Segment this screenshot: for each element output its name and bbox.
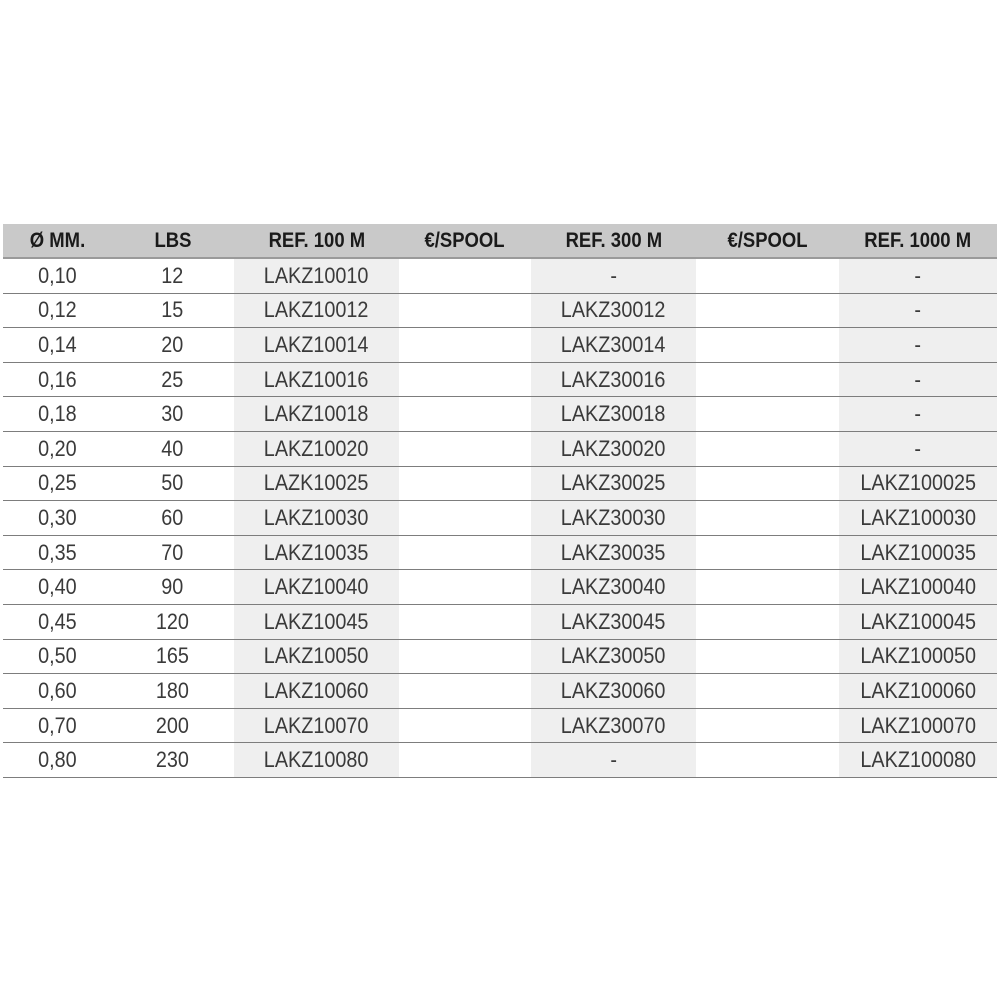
cell-price-spool-2 — [696, 708, 839, 743]
cell-ref-300m-value: LAKZ30020 — [561, 435, 666, 461]
cell-ref-1000m — [839, 466, 997, 501]
cell-ref-300m-value: LAKZ30012 — [561, 297, 666, 323]
cell-ref-100m-value: LAKZ10016 — [264, 366, 369, 392]
cell-ref-1000m — [839, 535, 997, 570]
cell-ref-300m — [531, 535, 696, 570]
cell-ref-300m-value: - — [610, 747, 617, 773]
cell-price-spool-1 — [399, 639, 531, 674]
cell-lbs-value: 15 — [161, 297, 184, 323]
header-price-spool-1-label: €/SPOOL — [424, 228, 506, 252]
cell-ref-1000m — [839, 743, 997, 778]
cell-ref-1000m-value: LAKZ100025 — [860, 470, 976, 496]
cell-ref-1000m — [839, 604, 997, 639]
cell-price-spool-1 — [399, 604, 531, 639]
header-ref-1000m — [839, 224, 997, 258]
table-row — [3, 466, 997, 501]
cell-diameter-value: 0,40 — [37, 574, 77, 600]
cell-ref-300m — [531, 743, 696, 778]
cell-ref-300m-value: LAKZ30016 — [561, 366, 666, 392]
table-row — [3, 639, 997, 674]
cell-lbs — [111, 708, 234, 743]
cell-diameter-value: 0,18 — [37, 401, 77, 427]
cell-lbs — [111, 397, 234, 432]
cell-ref-100m-value: LAZK10025 — [264, 470, 369, 496]
cell-price-spool-1 — [399, 362, 531, 397]
table-row — [3, 604, 997, 639]
cell-diameter-value: 0,70 — [37, 712, 77, 738]
cell-lbs — [111, 604, 234, 639]
cell-ref-100m-value: LAKZ10010 — [264, 262, 369, 288]
cell-diameter — [3, 362, 111, 397]
cell-lbs-value: 90 — [161, 574, 184, 600]
cell-price-spool-1 — [399, 708, 531, 743]
table-row — [3, 570, 997, 605]
cell-diameter-value: 0,16 — [37, 366, 77, 392]
cell-lbs — [111, 328, 234, 363]
table-row — [3, 674, 997, 709]
cell-diameter — [3, 639, 111, 674]
cell-ref-1000m — [839, 328, 997, 363]
cell-ref-1000m-value: - — [914, 401, 922, 427]
cell-price-spool-2 — [696, 674, 839, 709]
cell-price-spool-1 — [399, 570, 531, 605]
cell-price-spool-2 — [696, 535, 839, 570]
cell-lbs — [111, 362, 234, 397]
header-ref-100m-label: REF. 100 M — [268, 228, 365, 252]
cell-diameter — [3, 743, 111, 778]
header-ref-100m — [234, 224, 399, 258]
header-ref-300m-label: REF. 300 M — [565, 228, 662, 252]
cell-price-spool-1 — [399, 501, 531, 536]
header-price-spool-1 — [399, 224, 531, 258]
header-ref-300m — [531, 224, 696, 258]
cell-ref-1000m-value: LAKZ100045 — [860, 608, 976, 634]
table-row — [3, 328, 997, 363]
cell-ref-300m — [531, 501, 696, 536]
cell-price-spool-2 — [696, 743, 839, 778]
header-lbs-label: LBS — [154, 228, 191, 252]
cell-lbs-value: 120 — [155, 608, 190, 634]
cell-ref-1000m-value: LAKZ100070 — [860, 712, 976, 738]
cell-ref-300m-value: LAKZ30025 — [561, 470, 666, 496]
cell-price-spool-1 — [399, 258, 531, 293]
cell-price-spool-2 — [696, 328, 839, 363]
cell-diameter — [3, 293, 111, 328]
table-row — [3, 708, 997, 743]
cell-price-spool-2 — [696, 293, 839, 328]
cell-ref-300m-value: LAKZ30014 — [561, 331, 666, 357]
cell-lbs-value: 50 — [161, 470, 184, 496]
table-header — [3, 224, 997, 258]
header-row — [3, 224, 997, 258]
cell-ref-100m-value: LAKZ10045 — [264, 608, 369, 634]
cell-diameter-value: 0,45 — [37, 608, 77, 634]
cell-diameter-value: 0,10 — [37, 262, 77, 288]
cell-price-spool-2 — [696, 397, 839, 432]
cell-ref-1000m — [839, 501, 997, 536]
cell-lbs — [111, 501, 234, 536]
cell-diameter-value: 0,20 — [37, 435, 77, 461]
cell-ref-300m-value: LAKZ30070 — [561, 712, 666, 738]
cell-ref-1000m-value: LAKZ100035 — [860, 539, 976, 565]
cell-ref-100m — [234, 604, 399, 639]
cell-diameter — [3, 466, 111, 501]
cell-ref-300m-value: LAKZ30045 — [561, 608, 666, 634]
header-diameter-label: Ø MM. — [29, 228, 85, 252]
cell-price-spool-1 — [399, 293, 531, 328]
cell-lbs-value: 180 — [155, 677, 190, 703]
cell-ref-100m — [234, 535, 399, 570]
cell-ref-100m-value: LAKZ10020 — [264, 435, 369, 461]
cell-ref-1000m — [839, 570, 997, 605]
cell-diameter — [3, 674, 111, 709]
cell-ref-1000m-value: LAKZ100060 — [860, 677, 976, 703]
cell-price-spool-1 — [399, 466, 531, 501]
header-diameter — [3, 224, 111, 258]
cell-diameter-value: 0,12 — [37, 297, 77, 323]
cell-ref-100m-value: LAKZ10040 — [264, 574, 369, 600]
cell-ref-100m — [234, 708, 399, 743]
cell-price-spool-2 — [696, 570, 839, 605]
cell-ref-300m — [531, 293, 696, 328]
cell-ref-300m — [531, 604, 696, 639]
cell-ref-1000m — [839, 674, 997, 709]
cell-lbs-value: 60 — [161, 504, 184, 530]
cell-ref-1000m-value: LAKZ100040 — [860, 574, 976, 600]
cell-ref-1000m — [839, 293, 997, 328]
cell-ref-300m — [531, 397, 696, 432]
cell-lbs-value: 12 — [161, 262, 184, 288]
cell-lbs-value: 200 — [155, 712, 190, 738]
cell-lbs-value: 70 — [161, 539, 184, 565]
cell-diameter — [3, 604, 111, 639]
cell-ref-300m-value: LAKZ30060 — [561, 677, 666, 703]
cell-ref-1000m-value: - — [914, 297, 922, 323]
cell-lbs — [111, 535, 234, 570]
table-row — [3, 397, 997, 432]
cell-price-spool-2 — [696, 466, 839, 501]
cell-ref-100m-value: LAKZ10018 — [264, 401, 369, 427]
cell-price-spool-2 — [696, 431, 839, 466]
cell-ref-300m — [531, 639, 696, 674]
cell-ref-300m-value: LAKZ30018 — [561, 401, 666, 427]
cell-lbs — [111, 466, 234, 501]
cell-diameter-value: 0,25 — [37, 470, 77, 496]
cell-ref-100m — [234, 431, 399, 466]
cell-ref-1000m — [839, 258, 997, 293]
cell-ref-100m — [234, 328, 399, 363]
cell-ref-1000m-value: - — [914, 366, 922, 392]
cell-diameter — [3, 258, 111, 293]
cell-price-spool-1 — [399, 328, 531, 363]
cell-lbs — [111, 743, 234, 778]
cell-ref-100m-value: LAKZ10035 — [264, 539, 369, 565]
cell-ref-1000m — [839, 397, 997, 432]
cell-ref-300m-value: LAKZ30040 — [561, 574, 666, 600]
cell-lbs — [111, 674, 234, 709]
cell-diameter — [3, 397, 111, 432]
header-price-spool-2 — [696, 224, 839, 258]
cell-ref-300m-value: LAKZ30050 — [561, 643, 666, 669]
cell-ref-300m-value: LAKZ30035 — [561, 539, 666, 565]
cell-diameter-value: 0,80 — [37, 747, 77, 773]
cell-ref-1000m — [839, 431, 997, 466]
cell-ref-100m — [234, 362, 399, 397]
header-ref-1000m-label: REF. 1000 M — [864, 228, 972, 252]
cell-ref-100m — [234, 501, 399, 536]
cell-price-spool-2 — [696, 258, 839, 293]
cell-price-spool-2 — [696, 604, 839, 639]
cell-ref-300m-value: - — [610, 262, 617, 288]
cell-diameter — [3, 501, 111, 536]
cell-price-spool-1 — [399, 674, 531, 709]
cell-ref-100m-value: LAKZ10030 — [264, 504, 369, 530]
cell-ref-1000m-value: - — [914, 435, 922, 461]
cell-ref-100m — [234, 743, 399, 778]
cell-diameter-value: 0,30 — [37, 504, 77, 530]
cell-ref-100m — [234, 639, 399, 674]
cell-ref-100m — [234, 258, 399, 293]
header-lbs — [111, 224, 234, 258]
cell-ref-100m-value: LAKZ10012 — [264, 297, 369, 323]
cell-price-spool-2 — [696, 362, 839, 397]
cell-diameter-value: 0,50 — [37, 643, 77, 669]
cell-diameter — [3, 570, 111, 605]
table-row — [3, 362, 997, 397]
cell-lbs — [111, 570, 234, 605]
cell-ref-100m-value: LAKZ10050 — [264, 643, 369, 669]
cell-ref-100m-value: LAKZ10070 — [264, 712, 369, 738]
header-price-spool-2-label: €/SPOOL — [727, 228, 808, 252]
cell-lbs-value: 40 — [161, 435, 184, 461]
table-row — [3, 501, 997, 536]
cell-ref-1000m-value: LAKZ100080 — [860, 747, 976, 773]
cell-ref-1000m-value: - — [914, 262, 922, 288]
cell-diameter — [3, 708, 111, 743]
cell-lbs-value: 30 — [161, 401, 184, 427]
cell-ref-100m — [234, 570, 399, 605]
cell-ref-1000m-value: LAKZ100030 — [860, 504, 976, 530]
cell-diameter-value: 0,35 — [37, 539, 77, 565]
cell-ref-100m-value: LAKZ10080 — [264, 747, 369, 773]
table-row — [3, 431, 997, 466]
cell-lbs-value: 25 — [161, 366, 184, 392]
cell-lbs-value: 230 — [155, 747, 190, 773]
cell-ref-1000m-value: - — [914, 331, 922, 357]
cell-price-spool-1 — [399, 431, 531, 466]
cell-ref-300m — [531, 362, 696, 397]
line-spec-table — [3, 224, 997, 778]
cell-ref-300m — [531, 708, 696, 743]
cell-ref-1000m — [839, 362, 997, 397]
cell-lbs — [111, 258, 234, 293]
cell-diameter — [3, 328, 111, 363]
cell-lbs — [111, 293, 234, 328]
table-row — [3, 535, 997, 570]
cell-price-spool-2 — [696, 501, 839, 536]
cell-ref-300m — [531, 570, 696, 605]
cell-price-spool-2 — [696, 639, 839, 674]
table-row — [3, 258, 997, 293]
cell-ref-300m — [531, 674, 696, 709]
cell-ref-100m — [234, 293, 399, 328]
cell-diameter — [3, 431, 111, 466]
cell-ref-100m-value: LAKZ10060 — [264, 677, 369, 703]
cell-diameter-value: 0,60 — [37, 677, 77, 703]
cell-lbs-value: 20 — [161, 331, 184, 357]
cell-lbs-value: 165 — [155, 643, 190, 669]
cell-lbs — [111, 431, 234, 466]
cell-ref-1000m — [839, 708, 997, 743]
table-row — [3, 743, 997, 778]
cell-diameter — [3, 535, 111, 570]
cell-ref-100m-value: LAKZ10014 — [264, 331, 369, 357]
cell-lbs — [111, 639, 234, 674]
cell-ref-1000m-value: LAKZ100050 — [860, 643, 976, 669]
table-body — [3, 258, 997, 777]
cell-price-spool-1 — [399, 743, 531, 778]
cell-ref-1000m — [839, 639, 997, 674]
cell-ref-300m-value: LAKZ30030 — [561, 504, 666, 530]
table-row — [3, 293, 997, 328]
cell-ref-300m — [531, 466, 696, 501]
cell-price-spool-1 — [399, 535, 531, 570]
cell-ref-300m — [531, 431, 696, 466]
cell-ref-100m — [234, 674, 399, 709]
cell-ref-100m — [234, 466, 399, 501]
cell-ref-300m — [531, 258, 696, 293]
cell-price-spool-1 — [399, 397, 531, 432]
cell-ref-300m — [531, 328, 696, 363]
cell-diameter-value: 0,14 — [37, 331, 77, 357]
cell-ref-100m — [234, 397, 399, 432]
